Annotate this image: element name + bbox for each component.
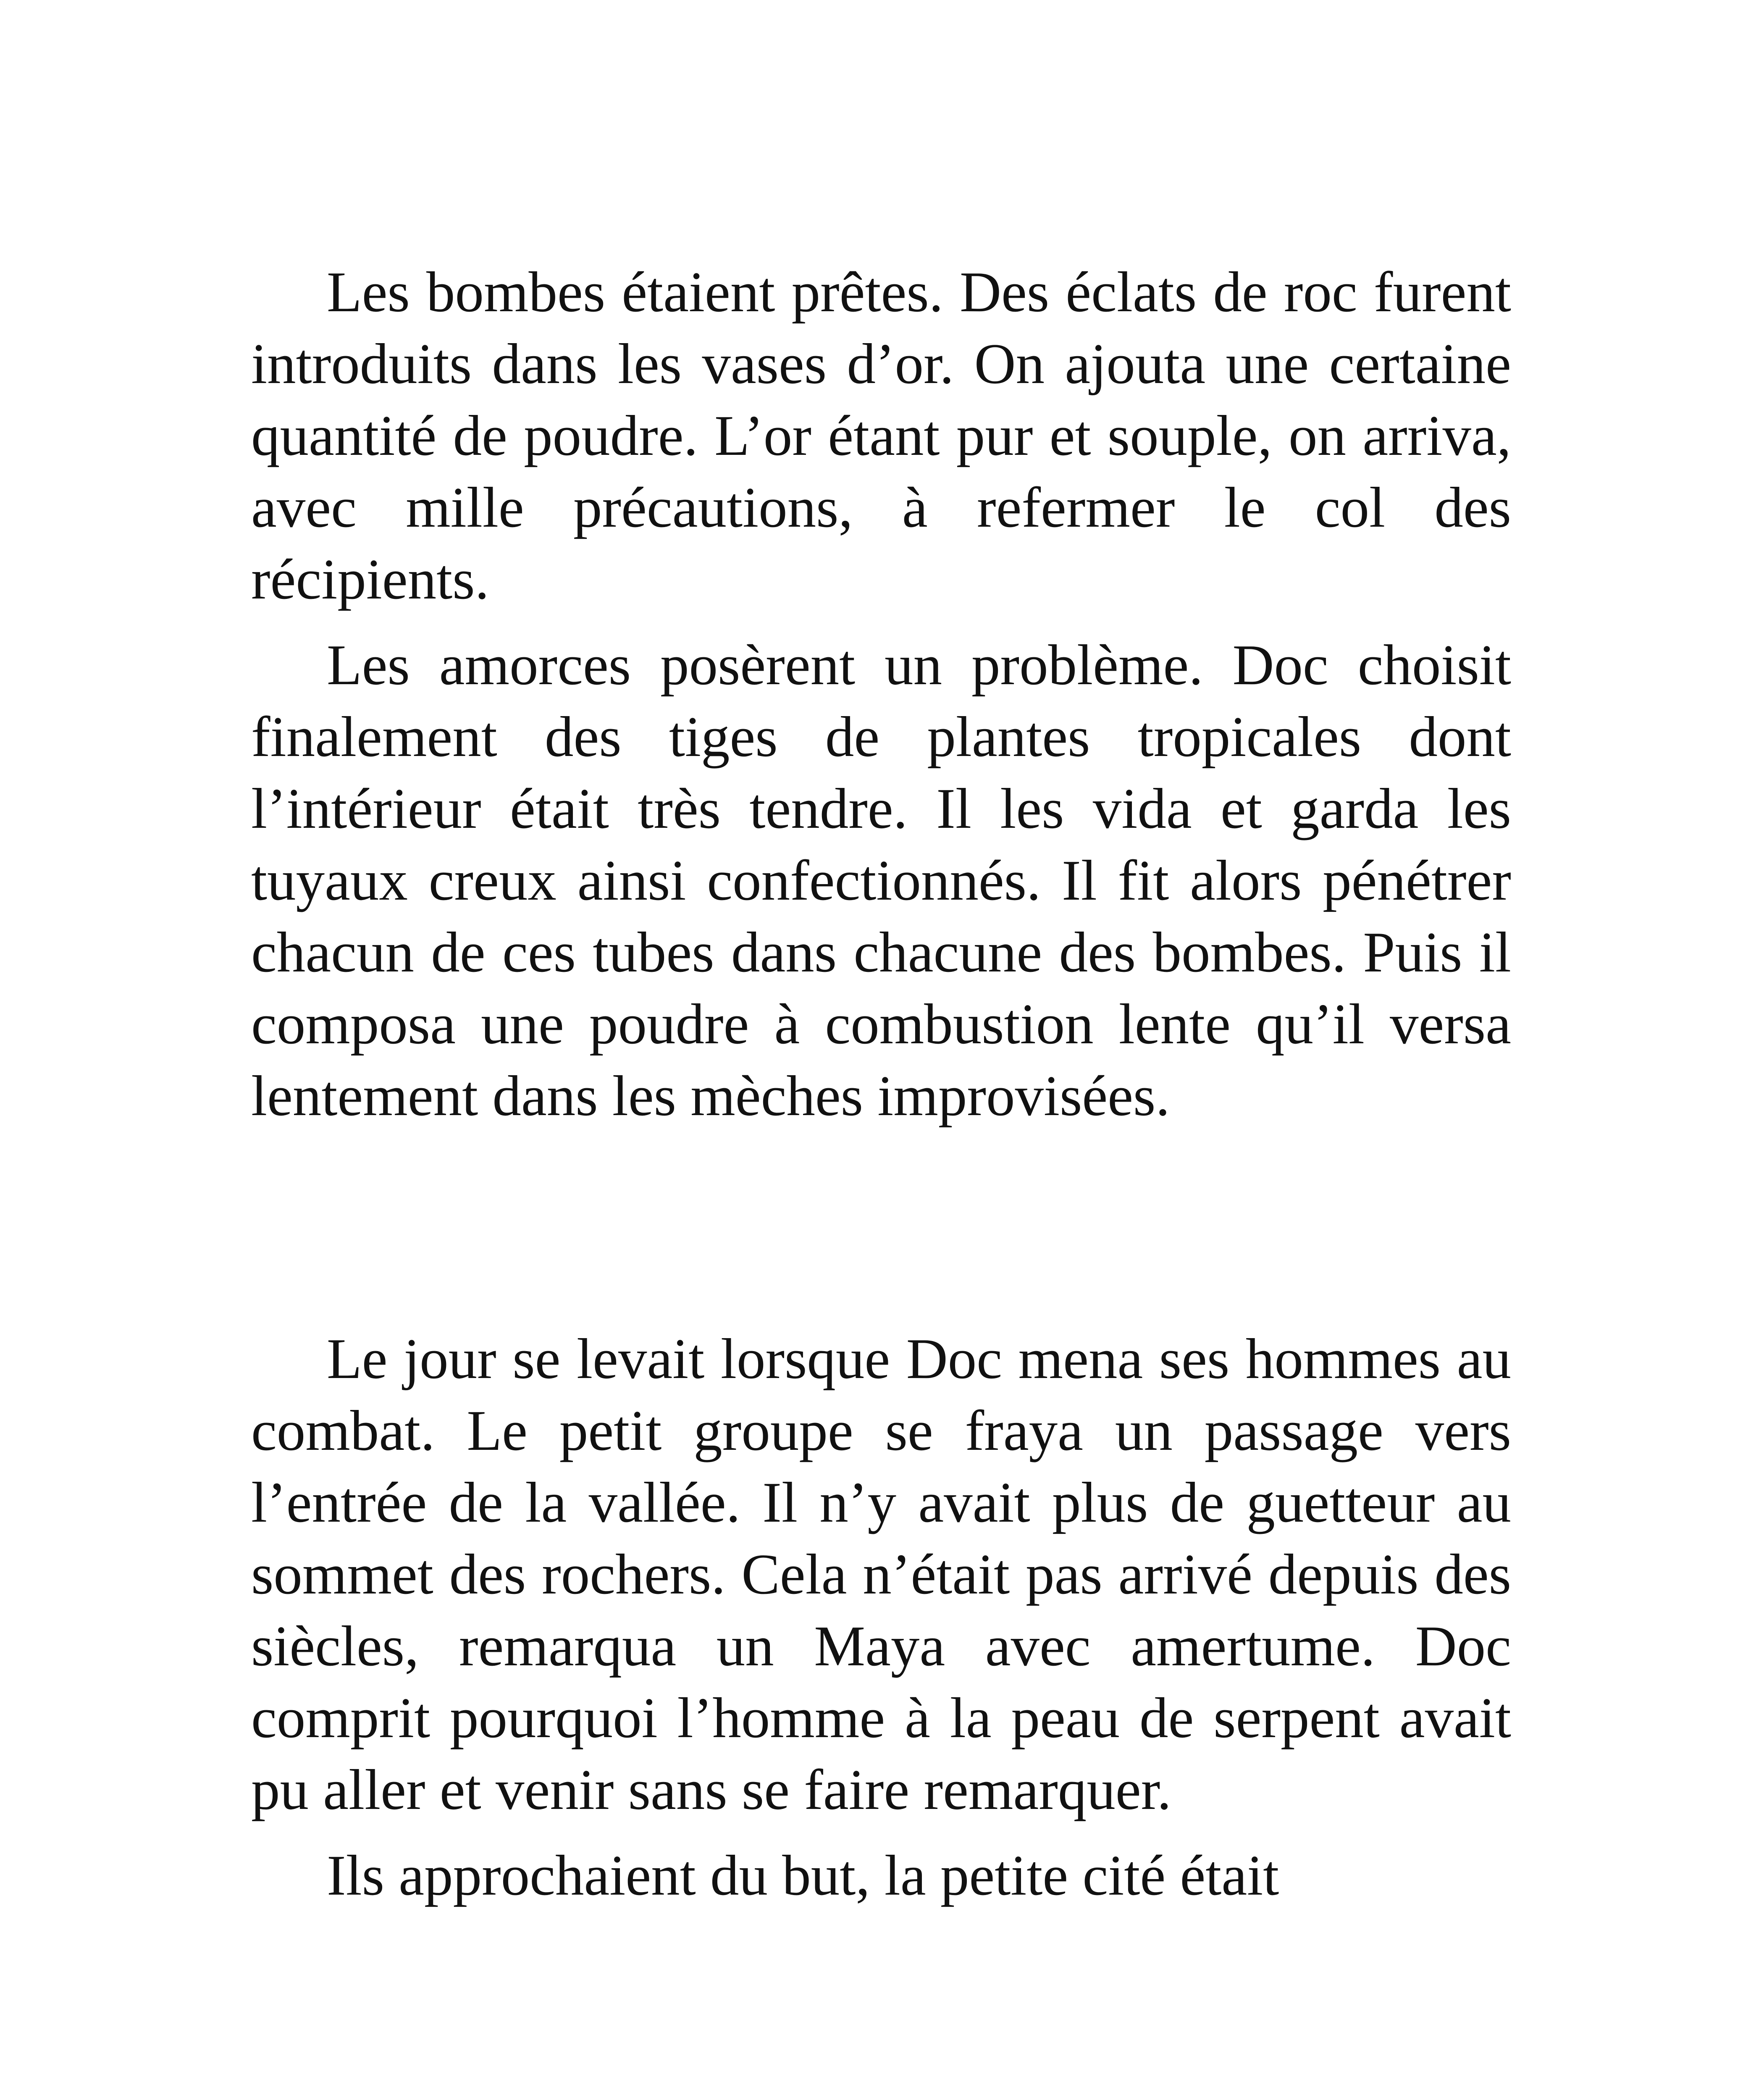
paragraph: Le jour se levait lorsque Doc mena ses hommes au combat. Le petit groupe se fraya un passage vers l’entrée de la vallée. Il n’y avait plus de guetteur au sommet des rochers. Cela n’était pas arrivé depuis des siècles, remarqua un Maya avec amertume. Doc comprit pourquoi l’homme à la peau de serpent avait pu aller et venir sans se faire remarquer. (251, 1327, 1511, 1822)
paragraph: Ils approchaient du but, la petite cité était (327, 1843, 1279, 1907)
paragraph: Les amorces posèrent un problème. Doc choisit finalement des tiges de plantes tropicales dont l’intérieur était très tendre. Il les vida et garda les tuyaux creux ainsi confectionnés. Il fit alors pénétrer chacun de ces tubes dans chacune des bombes. Puis il composa une poudre à combustion lente qu’il versa lentement dans les mèches improvisées. (251, 633, 1511, 1128)
text-section-1 (251, 256, 1511, 1132)
paragraph: Les bombes étaient prêtes. Des éclats de roc furent introduits dans les vases d’or. On ajouta une certaine quantité de poudre. L’or étant pur et souple, on arriva, avec mille précautions, à refermer le col des récipients. (251, 260, 1511, 611)
text-section-2 (251, 1323, 1511, 1911)
